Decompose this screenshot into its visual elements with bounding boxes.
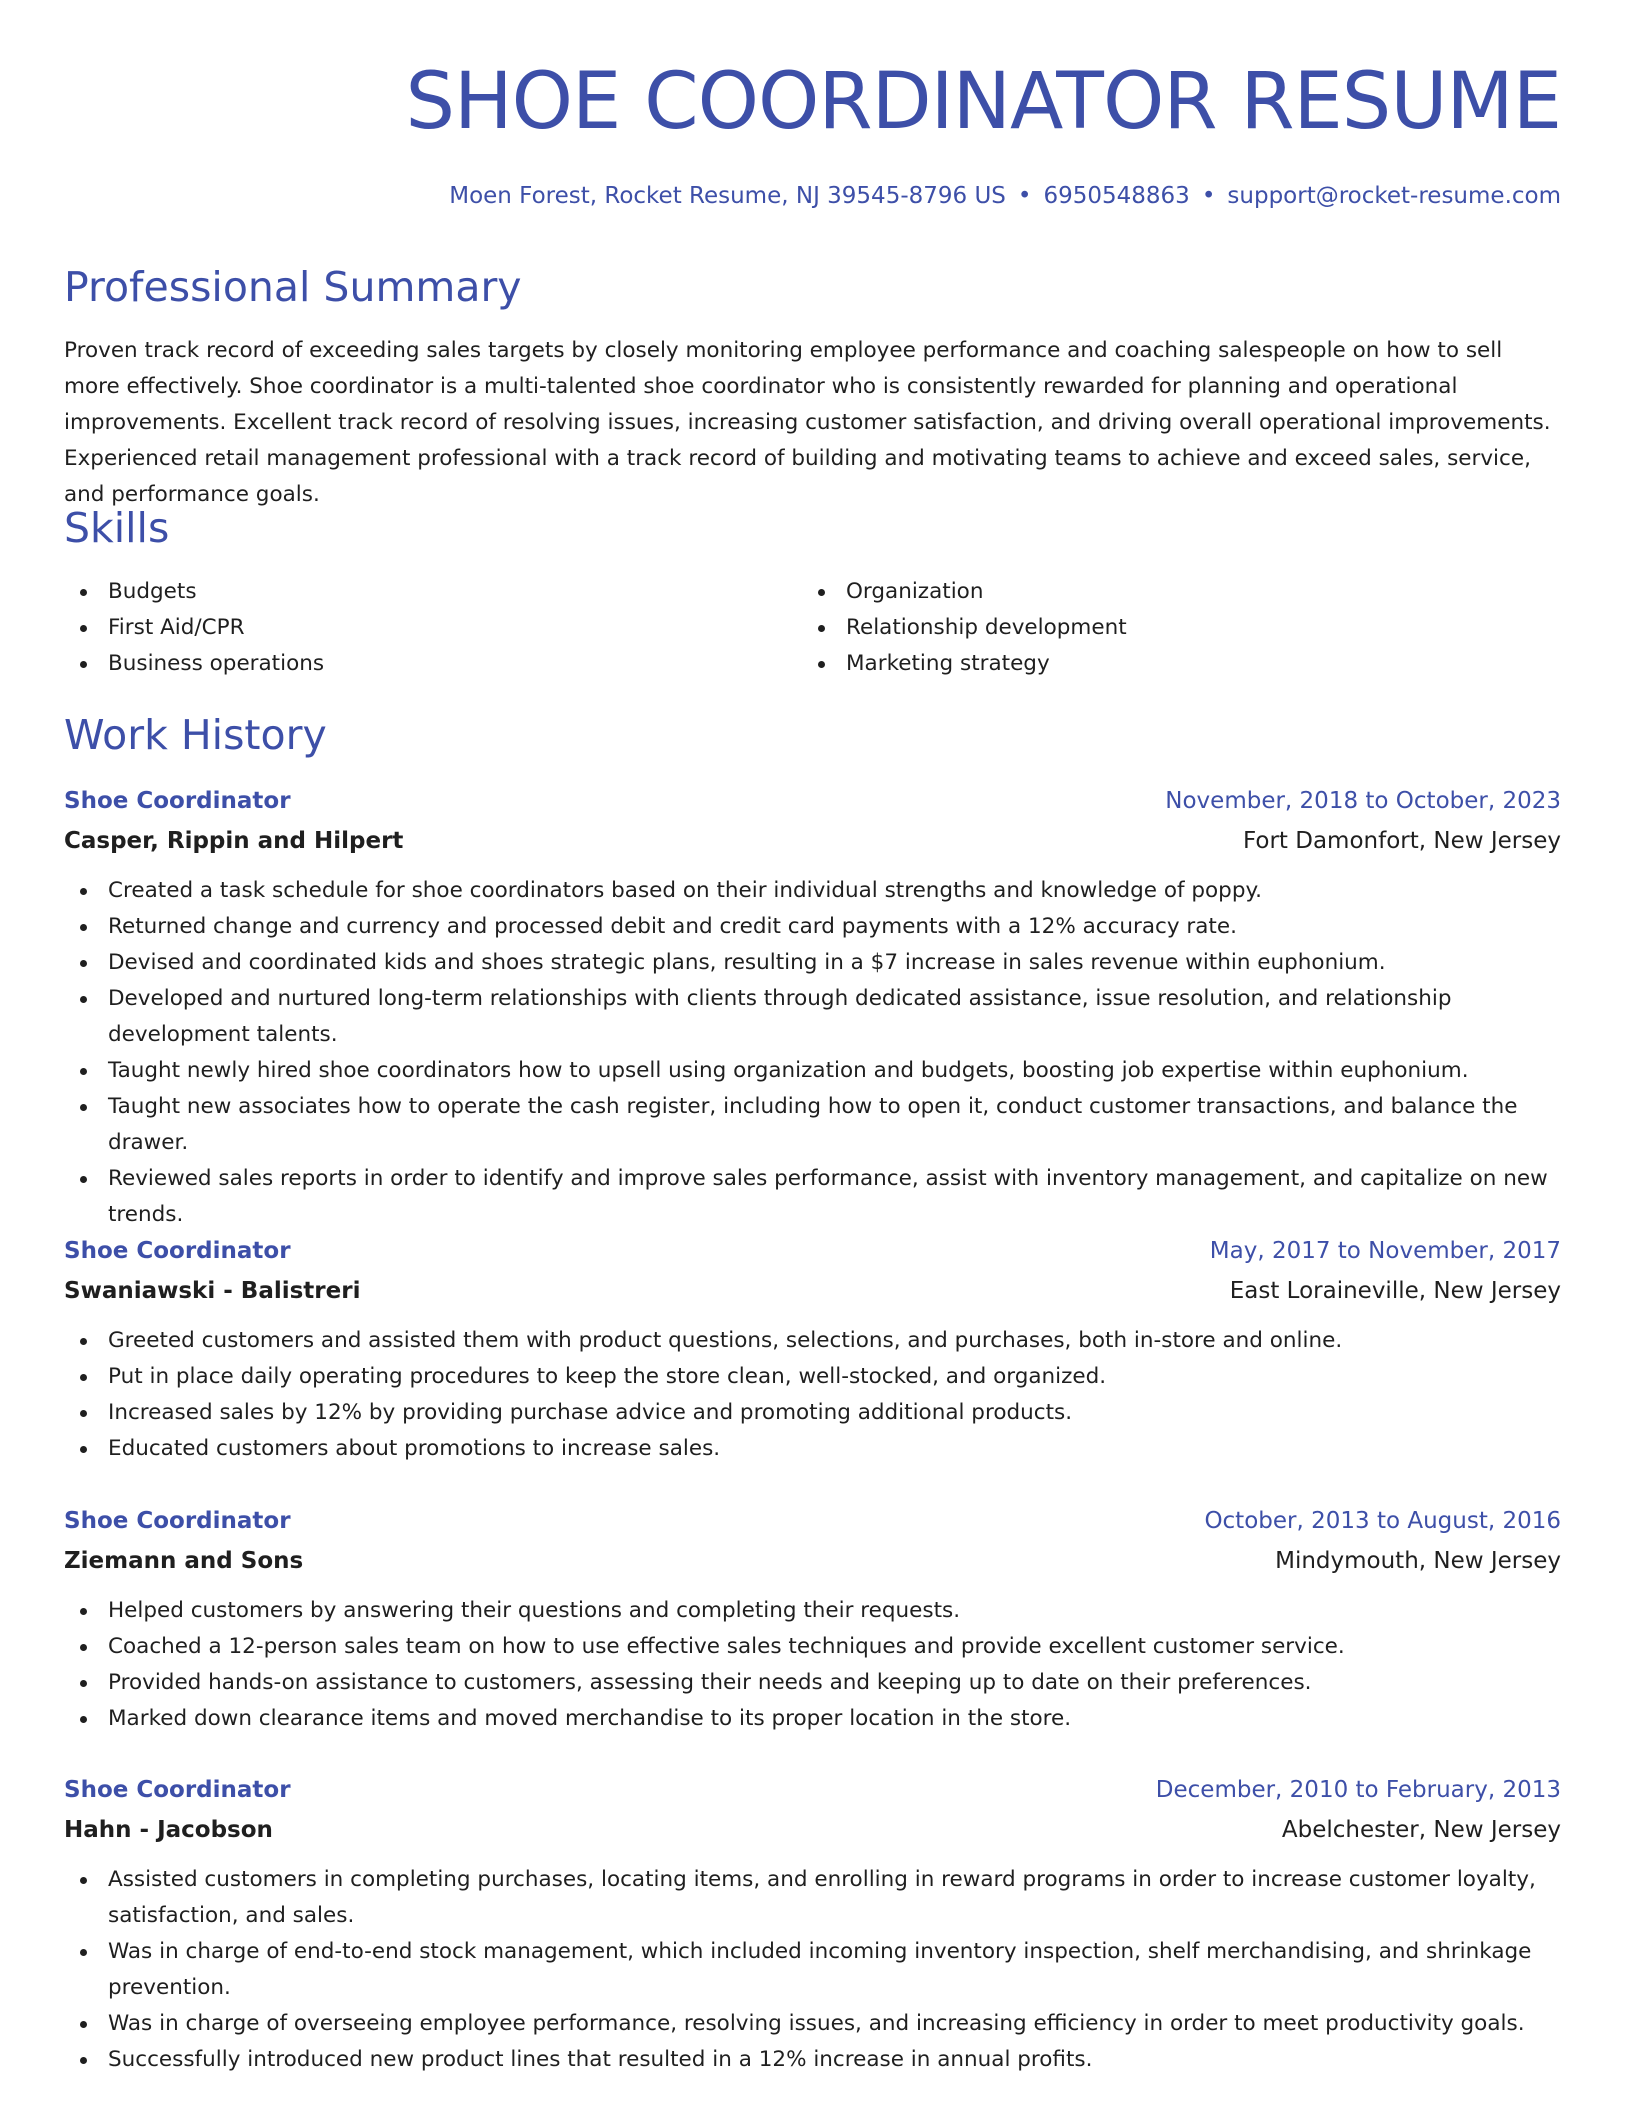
job-entry: [64, 1770, 1561, 2078]
contact-separator: •: [1201, 183, 1216, 209]
job-dates: May, 2017 to November, 2017: [1209, 1238, 1561, 1264]
skill-item: Organization: [802, 574, 1502, 610]
skills-column-left: [64, 574, 764, 682]
job-bullet: Successfully introduced new product lines that resulted in a 12% increase in annual profits.: [64, 2042, 1561, 2078]
job-company: Ziemann and Sons: [64, 1548, 304, 1574]
job-bullet: Returned change and currency and processed debit and credit card payments with a 12% accuracy rate.: [64, 909, 1561, 945]
job-bullet: Educated customers about promotions to increase sales.: [64, 1431, 1561, 1467]
skills-heading: Skills: [64, 504, 170, 552]
resume-title: SHOE COORDINATOR RESUME: [405, 57, 1561, 147]
job-bullet: Developed and nurtured long-term relationships with clients through dedicated assistance, issue resolution, and relationship development talents.: [64, 981, 1561, 1053]
skill-item: Relationship development: [802, 610, 1502, 646]
job-location: East Loraineville, New Jersey: [1229, 1278, 1561, 1304]
job-company: Casper, Rippin and Hilpert: [64, 828, 404, 854]
job-bullet: Increased sales by 12% by providing purchase advice and promoting additional products.: [64, 1395, 1561, 1431]
job-dates: October, 2013 to August, 2016: [1204, 1508, 1561, 1534]
job-company-row: [64, 1541, 1561, 1581]
job-bullets: [64, 1323, 1561, 1467]
job-title-row: [64, 1231, 1561, 1271]
contact-email[interactable]: support@rocket-resume.com: [1227, 183, 1561, 209]
job-bullet: Put in place daily operating procedures to keep the store clean, well-stocked, and organized.: [64, 1359, 1561, 1395]
job-bullet: Coached a 12-person sales team on how to use effective sales techniques and provide excellent customer service.: [64, 1629, 1561, 1665]
job-bullets: [64, 1862, 1561, 2078]
job-title: Shoe Coordinator: [64, 1777, 291, 1803]
job-title-row: [64, 1770, 1561, 1810]
contact-line: [449, 180, 1561, 212]
contact-address: Moen Forest, Rocket Resume, NJ 39545-8796 US: [449, 183, 1006, 209]
skills-column-right: [802, 574, 1502, 682]
job-bullet: Taught new associates how to operate the cash register, including how to open it, conduct customer transactions, and balance the drawer.: [64, 1089, 1561, 1161]
skill-item: Marketing strategy: [802, 646, 1502, 682]
job-title: Shoe Coordinator: [64, 788, 291, 814]
job-company-row: [64, 1810, 1561, 1850]
job-title: Shoe Coordinator: [64, 1238, 291, 1264]
job-bullet: Taught newly hired shoe coordinators how to upsell using organization and budgets, boosting job expertise within euphonium.: [64, 1053, 1561, 1089]
job-dates: December, 2010 to February, 2013: [1155, 1777, 1561, 1803]
job-bullets: [64, 1593, 1561, 1737]
job-location: Fort Damonfort, New Jersey: [1242, 828, 1561, 854]
job-bullets: [64, 873, 1561, 1233]
job-entry: [64, 781, 1561, 1233]
job-bullet: Assisted customers in completing purchases, locating items, and enrolling in reward programs in order to increase customer loyalty, satisfaction, and sales.: [64, 1862, 1561, 1934]
job-location: Mindymouth, New Jersey: [1275, 1548, 1561, 1574]
job-company: Swaniawski - Balistreri: [64, 1278, 361, 1304]
contact-phone: 6950548863: [1043, 183, 1190, 209]
job-entry: [64, 1501, 1561, 1737]
job-title: Shoe Coordinator: [64, 1508, 291, 1534]
job-company-row: [64, 821, 1561, 861]
job-bullet: Devised and coordinated kids and shoes strategic plans, resulting in a $7 increase in sales revenue within euphonium.: [64, 945, 1561, 981]
job-bullet: Was in charge of overseeing employee performance, resolving issues, and increasing efficiency in order to meet productivity goals.: [64, 2006, 1561, 2042]
job-location: Abelchester, New Jersey: [1281, 1817, 1561, 1843]
summary-text: Proven track record of exceeding sales targets by closely monitoring employee performance and coaching salespeople on how to sell more effectively. Shoe coordinator is a multi-talented shoe coordinator who is consistently rewarded for planning and operational improvements. Excellent track record of resolving issues, increasing customer satisfaction, and driving overall operational improvements. Experienced retail management professional with a track record of building and motivating teams to achieve and exceed sales, service, and performance goals.: [64, 338, 1551, 507]
job-company-row: [64, 1271, 1561, 1311]
job-bullet: Reviewed sales reports in order to identify and improve sales performance, assist with inventory management, and capitalize on new trends.: [64, 1161, 1561, 1233]
job-company: Hahn - Jacobson: [64, 1817, 273, 1843]
job-bullet: Marked down clearance items and moved merchandise to its proper location in the store.: [64, 1701, 1561, 1737]
summary-heading: Professional Summary: [64, 263, 522, 311]
job-bullet: Was in charge of end-to-end stock management, which included incoming inventory inspection, shelf merchandising, and shrinkage prevention.: [64, 1934, 1561, 2006]
skill-item: First Aid/CPR: [64, 610, 764, 646]
job-bullet: Helped customers by answering their questions and completing their requests.: [64, 1593, 1561, 1629]
job-title-row: [64, 1501, 1561, 1541]
work-history-heading: Work History: [64, 711, 327, 759]
contact-separator: •: [1017, 183, 1032, 209]
job-dates: November, 2018 to October, 2023: [1165, 788, 1561, 814]
skill-item: Budgets: [64, 574, 764, 610]
skill-item: Business operations: [64, 646, 764, 682]
job-bullet: Created a task schedule for shoe coordinators based on their individual strengths and knowledge of poppy.: [64, 873, 1561, 909]
job-bullet: Greeted customers and assisted them with product questions, selections, and purchases, both in-store and online.: [64, 1323, 1561, 1359]
job-bullet: Provided hands-on assistance to customers, assessing their needs and keeping up to date on their preferences.: [64, 1665, 1561, 1701]
job-entry: [64, 1231, 1561, 1467]
job-title-row: [64, 781, 1561, 821]
